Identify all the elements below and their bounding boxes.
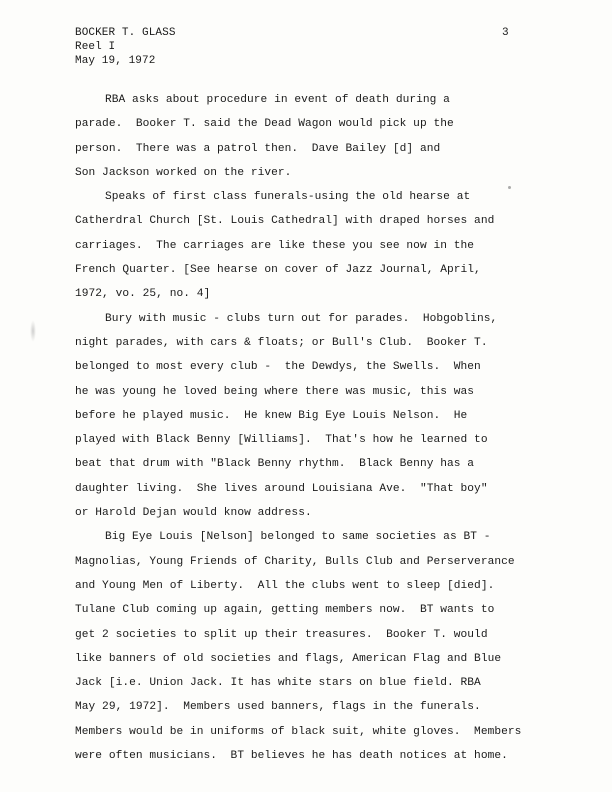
text-line: carriages. The carriages are like these you see now in the	[75, 239, 475, 252]
text-line: Bury with music - clubs turn out for parades. Hobgoblins,	[105, 312, 498, 325]
header-name: BOCKER T. GLASS	[75, 27, 176, 39]
text-line: Son Jackson worked on the river.	[75, 166, 292, 179]
text-line: Big Eye Louis [Nelson] belonged to same societies as BT -	[105, 531, 491, 544]
text-line: he was young he loved being where there was music, this was	[75, 385, 475, 398]
text-line: get 2 societies to split up their treasures. Booker T. would	[75, 628, 488, 641]
text-line: Tulane Club coming up again, getting members now. BT wants to	[75, 604, 495, 617]
text-line: beat that drum with "Black Benny rhythm. Black Benny has a	[75, 458, 475, 471]
document-header	[75, 26, 176, 68]
text-line: were often musicians. BT believes he has death notices at home.	[75, 750, 508, 763]
text-line: parade. Booker T. said the Dead Wagon would pick up the	[75, 118, 454, 131]
text-line: French Quarter. [See hearse on cover of Jazz Journal, April,	[75, 264, 481, 277]
header-date: May 19, 1972	[75, 55, 156, 67]
text-line: daughter living. She lives around Louisiana Ave. "That boy"	[75, 482, 488, 495]
text-line: before he played music. He knew Big Eye Louis Nelson. He	[75, 409, 468, 422]
text-line: played with Black Benny [Williams]. That's how he learned to	[75, 434, 488, 447]
text-line: person. There was a patrol then. Dave Bailey [d] and	[75, 142, 441, 155]
text-line: 1972, vo. 25, no. 4]	[75, 288, 211, 301]
page-number: 3	[502, 27, 509, 39]
header-reel: Reel I	[75, 41, 116, 53]
margin-smudge-mark	[30, 320, 36, 342]
text-line: and Young Men of Liberty. All the clubs went to sleep [died].	[75, 579, 495, 592]
text-line: Jack [i.e. Union Jack. It has white stars on blue field. RBA	[75, 677, 481, 690]
text-line: Catherdral Church [St. Louis Cathedral] with draped horses and	[75, 215, 495, 228]
text-line: belonged to most every club - the Dewdys, the Swells. When	[75, 361, 481, 374]
text-line: like banners of old societies and flags, American Flag and Blue	[75, 652, 502, 665]
transcript-body	[75, 88, 555, 768]
text-line: RBA asks about procedure in event of death during a	[105, 94, 450, 106]
text-line: Speaks of first class funerals-using the old hearse at	[105, 191, 471, 204]
text-line: or Harold Dejan would know address.	[75, 507, 312, 520]
text-line: Members would be in uniforms of black suit, white gloves. Members	[75, 725, 522, 738]
text-line: Magnolias, Young Friends of Charity, Bulls Club and Perserverance	[75, 555, 515, 568]
text-line: night parades, with cars & floats; or Bull's Club. Booker T.	[75, 336, 488, 349]
text-line: May 29, 1972]. Members used banners, flags in the funerals.	[75, 701, 481, 714]
